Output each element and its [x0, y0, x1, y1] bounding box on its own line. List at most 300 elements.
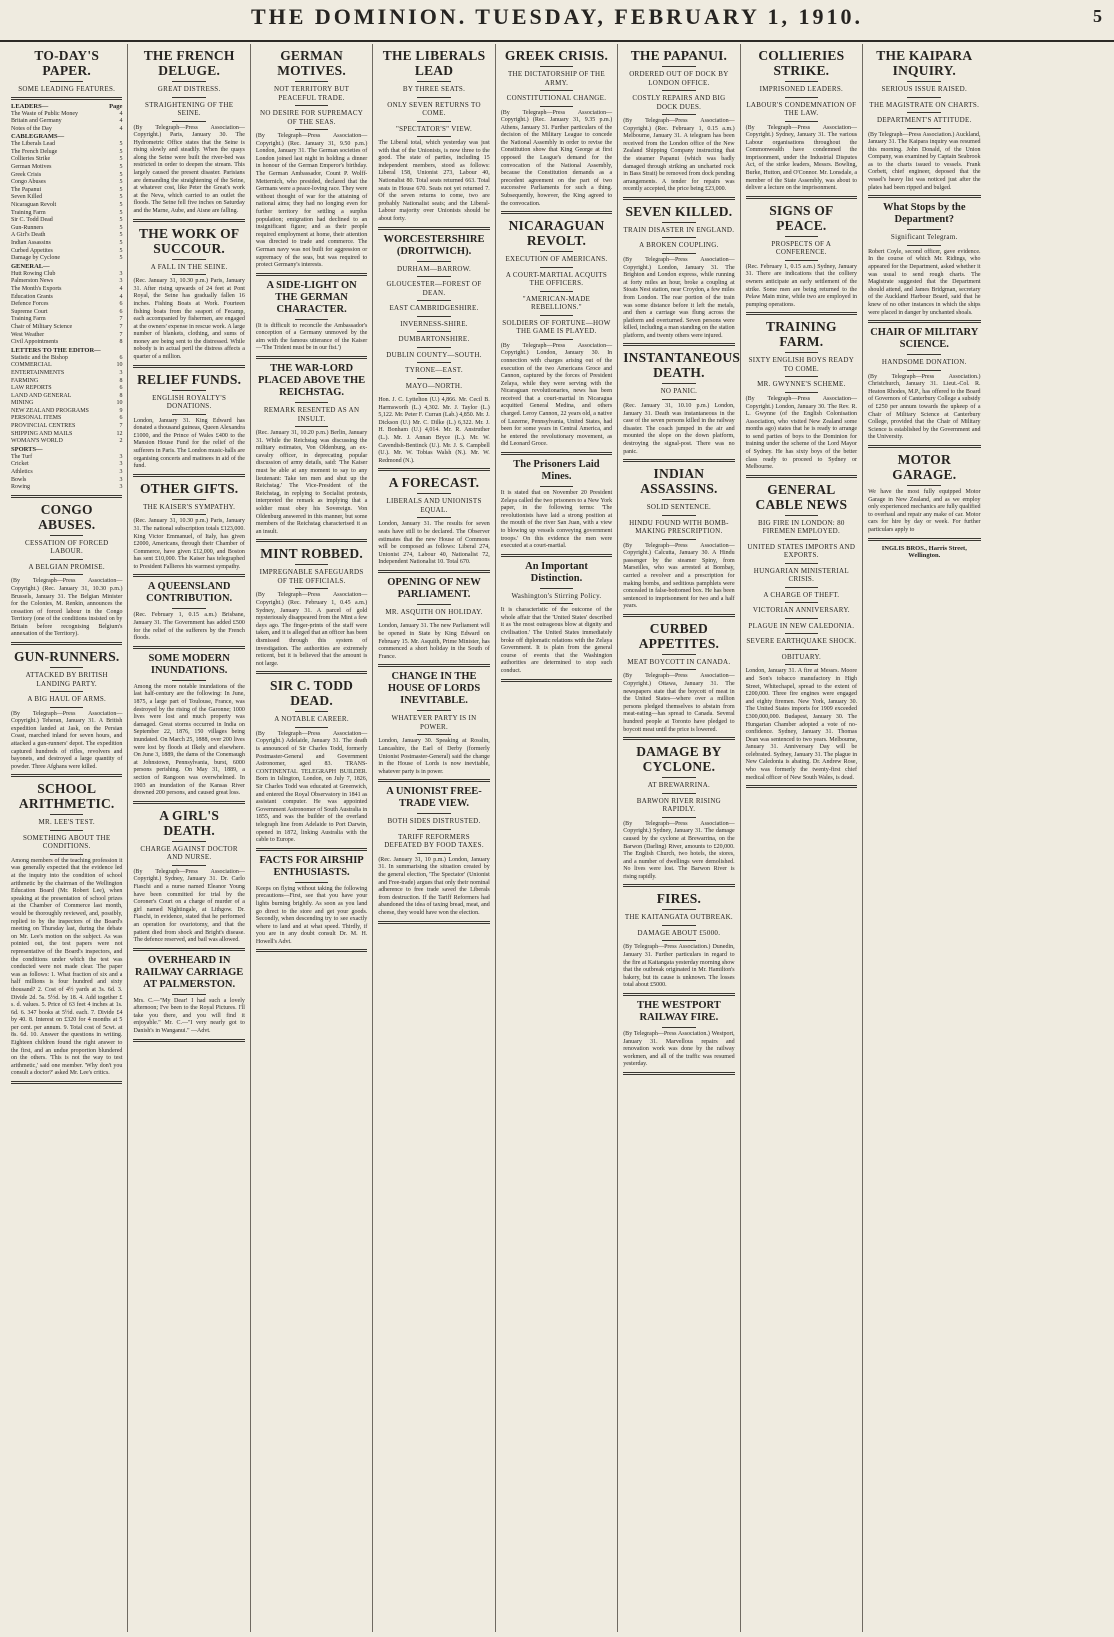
- index-label: Chair of Military Science: [11, 323, 73, 330]
- index-row: [11, 240, 122, 248]
- headline-rule: [172, 259, 205, 260]
- story-headline: THE WESTPORT RAILWAY FIRE.: [637, 1000, 721, 1024]
- headline-rule: [785, 81, 818, 82]
- column-3: [251, 44, 373, 1632]
- index-page: 7: [119, 423, 123, 430]
- index-row: [11, 133, 122, 141]
- body-rule: [417, 853, 450, 854]
- headline-rule: [785, 602, 818, 603]
- index-page: 4: [119, 110, 123, 117]
- story-separator: [11, 1081, 122, 1084]
- index-label: Palmerston News: [11, 278, 54, 285]
- index-page: 3: [119, 469, 123, 476]
- headline-rule: [417, 97, 450, 98]
- story-headline: THE PAPANUI.: [630, 48, 728, 63]
- story-subhead: HANDSOME DONATION.: [881, 358, 967, 367]
- index-row: [11, 408, 122, 416]
- index-label: Greek Crisis: [11, 171, 42, 178]
- story-body: (Rec. January 31, 10.30 p.m.) Paris, January 31. The national subscription totals £123,000. King Victor Emmanuel, of Italy, has given £2000, Americans, through their Chamber of Commerce, have given £12,000, and Boston has sent £10,000. The Kaiser has telegraphed to President Fallieres his warmest sympathy.: [133, 518, 245, 570]
- body-rule: [662, 399, 695, 400]
- body-rule: [540, 339, 573, 340]
- index-label: LETTERS TO THE EDITOR—: [11, 346, 101, 354]
- masthead-title: THE DOMINION. TUESDAY, FEBRUARY 1, 1910.: [250, 4, 864, 29]
- story-headline: RELIEF FUNDS.: [137, 371, 242, 387]
- headline-rule: [785, 633, 818, 634]
- index-label: PERSONAL ITEMS: [11, 415, 62, 422]
- index-row: [11, 461, 122, 469]
- index-page: 8: [119, 339, 123, 346]
- index-row: [11, 248, 122, 256]
- headline-rule: [50, 814, 83, 815]
- headline-rule: [417, 813, 450, 814]
- story-body: (Rec. January 31, 10.30 p.m.) Paris, January 31. After rising upwards of 24 feet at Pont Royal, the Seine has gradually fallen 16 inches. Fishing Boats at Work. Fourteen fishing boats from the seaport of Fecamp, each accompanied by fishermen, are engaged at the owners' expense in rescue work. A large number of blankets, clothing, and sums of money are being sent to the distressed. While nobody is in actual peril the distress affects a quarter of a million.: [133, 278, 245, 361]
- headline-rule: [295, 81, 328, 82]
- body-rule: [662, 940, 695, 941]
- column-1: [6, 44, 128, 1632]
- headline-rule: [417, 276, 450, 277]
- headline-rule: [662, 777, 695, 778]
- index-row: [11, 126, 122, 134]
- story-separator: [256, 356, 367, 359]
- body-rule: [417, 619, 450, 620]
- page-number: 5: [1093, 6, 1102, 26]
- body-rule: [417, 517, 450, 518]
- story-body: London, January 31. The results for seven seats have still to be declared. The Observer estimates that the new House of Commons will be composed as follows: Liberal 274, Unionist 274, Labour 40, Nationalist 72, Independent Nationalist 10. Total 670.: [378, 521, 490, 566]
- index-label: GENERAL—: [11, 262, 50, 270]
- index-label: Bowls: [11, 476, 27, 483]
- story-body: (By Telegraph—Press Association—Copyright.) Calcutta, January 30. A Hindu passenger by the steamer Spiny, from Marseilles, who was arrested at Bombay, carried a revolver and a prescription for making bombs, and seditious pamphlets were concealed in false-bottomed box. He has been sentenced to imprisonment for two and a half years.: [623, 542, 735, 610]
- index-label: Curbed Appetites: [11, 247, 53, 254]
- index-row: [11, 232, 122, 240]
- headline-rule: [417, 362, 450, 363]
- headline-rule: [662, 499, 695, 500]
- story-subhead: GREAT DISTRESS.: [157, 85, 221, 93]
- index-label: Cricket: [11, 461, 29, 468]
- index-label: Notes of the Day: [11, 125, 52, 132]
- index-page: 4: [119, 293, 123, 300]
- headline-rule: [785, 97, 818, 98]
- story-body: (By Telegraph—Press Association—Copyright.) (Rec. January 31, 9.50 p.m.) London, January 31. The German societies of London joined last night in holding a dinner in honour of the German Emperor's birthday. The German Ambassador, Count P. Wolff-Metternich, who presided, declared that the Germans were a peace-loving race. They were without thought of war for the attaining of national aims; they had no longing even for further territory for settling a surplus population; emigration had declined to an insignificant figure; and as their people required employment at home, their attention was directed to trade and commerce. The German navy was not built for aggression or supremacy of the seas, but was required to protect Germany's interests.: [255, 133, 368, 269]
- index-row: [11, 347, 122, 355]
- story-subhead: AT BREWARRINA.: [647, 781, 711, 790]
- index-page: 6: [119, 301, 123, 308]
- story-headline: NICARAGUAN REVOLT.: [508, 218, 605, 249]
- index-row: [11, 393, 122, 401]
- story-headline: DAMAGE BY CYCLONE.: [636, 744, 722, 775]
- index-label: SHIPPING AND MAILS: [11, 430, 73, 437]
- story-body: (By Telegraph—Press Association—Copyright.) Sydney, January 31. Dr. Carlo Fiaschi and a nurse named Eleanor Young have been committed for trial by the Coroner's Court on a charge of murder of a girl named Nightingale, at Lithgow. Dr. Fiaschi, in evidence, stated that he performed an operation for ovariotomy, and that the patient died from shock and Bright's disease. The defence reserved, and bail was allowed.: [133, 868, 245, 944]
- index-label: Defence Forces: [11, 301, 49, 308]
- body-rule: [785, 392, 818, 393]
- story-headline: A UNIONIST FREE-TRADE VIEW.: [386, 786, 482, 810]
- story-body: London, January 30. Speaking at Rosslin, Lancashire, the Earl of Derby (formerly Unionist Postmaster-General) said the change in the House of Lords is now inevitable, whatever party is in power.: [378, 738, 490, 775]
- index-page: 4: [119, 125, 123, 132]
- story-body: Robert Coyle, second officer, gave evidence. In the course of which Mr. Ridings, who appeared for the Department, asked whether it was usual to send rough charts. The Magistrate suggested that the Department should attend, and James Bridgman, secretary of the Auckland Harbour Board, said that he knew of no other instances in which the ships were placed in danger by unchanted shoals.: [868, 248, 981, 316]
- story-headline: OVERHEARD IN RAILWAY CARRIAGE AT PALMERSTON.: [135, 954, 244, 990]
- story-separator: [133, 365, 244, 368]
- story-separator: [256, 671, 367, 674]
- story-subhead: DAMAGE ABOUT £5000.: [637, 928, 721, 937]
- masthead: [0, 0, 1114, 42]
- body-rule: [662, 114, 695, 115]
- body-rule: [662, 1027, 695, 1028]
- story-subhead: THE KAISER'S SYMPATHY.: [143, 502, 236, 511]
- story-subhead: NO PANIC.: [660, 387, 698, 396]
- index-label: ENTERTAINMENTS: [11, 369, 65, 376]
- index-page: 9: [119, 407, 123, 414]
- story-body: (By Telegraph—Press Association.) Dunedin, January 31. Further particulars in regard to the fire at Kaitangata yesterday morning show that the outbreak originated in Mr. Hamilton's bakery, but its cause is unknown. The losses total about £5000.: [623, 944, 735, 989]
- index-label: LEADERS—: [11, 102, 49, 110]
- body-rule: [172, 994, 205, 995]
- index-label: Gun-Runners: [11, 224, 44, 231]
- index-page: 3: [119, 484, 123, 491]
- index-page: 5: [119, 202, 123, 209]
- columns-container: [6, 44, 1108, 1632]
- body-rule: [417, 393, 450, 394]
- index-row: [11, 103, 122, 111]
- index-row: [11, 187, 122, 195]
- index-row: [11, 194, 122, 202]
- story-headline: THE LIBERALS LEAD: [382, 48, 486, 78]
- story-separator: [133, 219, 244, 222]
- headline-rule: [907, 354, 941, 355]
- story-subhead: DEPARTMENT'S ATTITUDE.: [876, 116, 972, 124]
- index-page: 7: [119, 323, 123, 330]
- story-body: (By Telegraph—Press Association—Copyright.) Sydney, January 31. The damage caused by the cyclone at Brewarrina, on the Barwon (Darling) River, amounts to £20,000. The English Church, two hotels, the stores, and a number of dwellings were demolished. No lives were lost. The Barwon River is rising rapidly.: [623, 820, 735, 880]
- index-row: [11, 446, 122, 454]
- index-row: [11, 225, 122, 233]
- index-row: [11, 255, 122, 263]
- story-subhead: A CHARGE OF THEFT.: [763, 590, 840, 599]
- index-label: Sir C. Todd Dead: [11, 217, 53, 224]
- story-subhead: SOLDIERS OF FORTUNE—HOW THE GAME IS PLAYED.: [502, 318, 611, 336]
- story-subhead: GLOUCESTER—FOREST OF DEAN.: [386, 280, 482, 297]
- index-page: 5: [119, 240, 123, 246]
- story-separator: [868, 195, 980, 198]
- index-label: German Motives: [11, 164, 52, 171]
- story-subhead: SIXTY ENGLISH BOYS READY TO COME.: [748, 356, 855, 373]
- index-label: CABLEGRAMS—: [11, 133, 65, 141]
- story-subhead: "SPECTATOR'S" VIEW.: [395, 124, 473, 133]
- story-body: (By Telegraph—Press Association—Copyright.) London, January 30. The Rev. R. L. Gwynne (of the English Colonisation Association, who visited New Zealand some months ago) states that he is ready to arrange to send parties of boys to the Dominion for training under the scheme of the Lord Mayor of Sydney. He has sixty boys of the better class ready to proceed to Sydney or Melbourne.: [745, 395, 858, 471]
- headline-rule: [417, 378, 450, 379]
- body-rule: [295, 426, 328, 427]
- headline-rule: [172, 499, 205, 500]
- index-page: 5: [119, 148, 123, 155]
- headline-rule: [172, 390, 205, 391]
- column-4: [373, 44, 495, 1632]
- headline-rule: [417, 331, 450, 332]
- headline-rule: [662, 515, 695, 516]
- index-label: A Girl's Death: [11, 232, 46, 239]
- story-headline: THE WORK OF SUCCOUR.: [139, 225, 240, 256]
- body-rule: [785, 121, 818, 122]
- story-subhead: Washington's Stirring Policy.: [511, 591, 602, 600]
- headline-rule: [172, 81, 205, 82]
- story-separator: [378, 664, 489, 667]
- index-page: 8: [119, 392, 123, 399]
- story-body: It is characteristic of the outcome of the whole affair that the 'United States' described it as 'the most outrageous blow at dignity and civilisation.' The United States immediately broke off diplomatic relations with the Zelaya Government. It is plain from the general course of events that the Washington authorities are determined to stop such conduct.: [500, 607, 613, 675]
- body-rule: [907, 128, 941, 129]
- headline-rule: [295, 711, 328, 712]
- index-page: 6: [119, 385, 123, 392]
- story-subhead: SERIOUS ISSUE RAISED.: [881, 85, 967, 93]
- story-headline: The Prisoners Laid Mines.: [513, 459, 600, 483]
- story-separator: [746, 196, 857, 199]
- story-separator: [501, 554, 612, 557]
- story-body: (By Telegraph—Press Association—Copyright.) Ottawa, January 31. The newspapers state that the boycott of meat in the United States—where over a million persons pledged themselves to abstain from meat-eating—has spread to Canada. Several hundred people at Toronto have pledged to boycott meat until the price is lowered.: [623, 673, 735, 733]
- index-label: Training Farm: [11, 316, 46, 323]
- headline-rule: [785, 563, 818, 564]
- index-row: [11, 164, 122, 172]
- story-subhead: HUNGARIAN MINISTERIAL CRISIS.: [753, 566, 849, 584]
- index-page: 2: [119, 438, 123, 445]
- story-body: (Rec. January 31, 10 p.m.) London, January 31. In summarising the situation created by the general election, 'The Spectator' (Unionist and Free-trade) argues that only their nominal adherence to free trade saved the Liberals from destruction. If the Tariff Reformers had abandoned the idea of taxing bread, meat, and cheese, they would have won the election.: [378, 856, 490, 917]
- index-label: WOMAN'S WORLD: [11, 438, 63, 445]
- index-page: 6: [119, 354, 123, 361]
- index-row: [11, 179, 122, 187]
- story-subhead: MR. GWYNNE'S SCHEME.: [757, 380, 846, 389]
- headline-rule: [540, 588, 573, 589]
- index-row: [11, 217, 122, 225]
- index-page: 3: [119, 278, 123, 285]
- column-7: [741, 44, 863, 1632]
- index-page: 5: [119, 179, 123, 186]
- headline-rule: [907, 229, 941, 230]
- story-subhead: LIBERALS AND UNIONISTS EQUAL.: [386, 497, 482, 514]
- headline-rule: [907, 81, 941, 82]
- body-rule: [540, 486, 573, 487]
- story-headline: SOME MODERN INUNDATIONS.: [148, 652, 230, 676]
- index-row: [11, 438, 122, 446]
- story-separator: [501, 211, 612, 214]
- story-subhead: DURHAM—BARROW.: [396, 264, 472, 273]
- story-subhead: A BIG HAUL OF ARMS.: [27, 695, 107, 704]
- story-body: (By Telegraph—Press Association—Copyright.) London, January 30. In connection with charges arising out of the execution of the two Americans Groce and Cannon, captured by the forces of President Zelaya, while they were serving with the Nicaraguan revolutionaries, news has been received that a court-martial in Nicaragua acquitted General Medina, and others charged. Leroy Cannon, 22 years old, a native of Luzerne, Pennsylvania, United States, had been for some years in Central America, and he entered the revolutionary movement, as did Leonard Groce.: [500, 342, 613, 448]
- index-page: 5: [119, 247, 123, 254]
- story-subhead: WHATEVER PARTY IS IN POWER.: [391, 714, 477, 731]
- story-separator: [11, 642, 122, 645]
- index-label: The French Deluge: [11, 148, 58, 155]
- story-separator: [133, 948, 244, 951]
- body-rule: [295, 882, 328, 883]
- headline-rule: [50, 535, 83, 536]
- index-label: Britain and Germany: [11, 118, 62, 125]
- index-row: [11, 370, 122, 378]
- story-subhead: ATTACKED BY BRITISH LANDING PARTY.: [25, 671, 108, 688]
- story-subhead: THE DICTATORSHIP OF THE ARMY.: [507, 70, 605, 87]
- body-rule: [785, 260, 818, 261]
- story-headline: SIGNS OF PEACE.: [769, 202, 834, 233]
- body-rule: [295, 727, 328, 728]
- index-separator: [11, 495, 122, 498]
- index-page: 6: [119, 415, 123, 422]
- story-body: (By Telegraph—Press Association.) Westport, January 31. Marvellous repairs and renovation work was done by the railway workmen, and all of the traffic was resumed yesterday.: [623, 1031, 735, 1068]
- story-separator: [623, 197, 734, 200]
- story-separator: [623, 614, 734, 617]
- index-row: [11, 172, 122, 180]
- story-subhead: LABOUR'S CONDEMNATION OF THE LAW.: [746, 100, 857, 117]
- headline-rule: [50, 830, 83, 831]
- index-row: [11, 332, 122, 340]
- story-separator: [378, 570, 489, 573]
- story-body: (By Telegraph—Press Association—Copyright.) (Rec. February 1, 0.45 a.m.) Sydney, January 31. A parcel of gold mysteriously disappeared from the Mint a few days ago. The finger-prints of the staff were taken, and it is alleged that an officer has been dismissed through this system of investigation. The authorities are extremely reticent, but it is believed that the amount is not large.: [255, 592, 368, 667]
- story-body: (It is difficult to reconcile the Ambassador's conception of a Germany unmoved by the aim with the famous utterance of the Kaiser—'The Trident must be in our fist.'): [255, 322, 368, 352]
- story-subhead: MR. LEE'S TEST.: [38, 818, 95, 827]
- story-subhead: ORDERED OUT OF DOCK BY LONDON OFFICE.: [629, 70, 729, 87]
- story-subhead: TARIFF REFORMERS DEFEATED BY FOOD TAXES.: [384, 832, 484, 850]
- story-subhead: THE MAGISTRATE ON CHARTS.: [869, 100, 980, 109]
- story-subhead: COSTLY REPAIRS AND BIG DOCK DUES.: [632, 94, 726, 111]
- story-subhead: BOTH SIDES DISTRUSTED.: [387, 817, 481, 826]
- body-rule: [417, 136, 450, 137]
- story-headline: An Important Distinction.: [525, 560, 588, 584]
- index-row: [11, 324, 122, 332]
- story-subhead: EAST CAMBRIDGESHIRE.: [389, 304, 479, 313]
- column-6: [618, 44, 740, 1632]
- index-row: [11, 316, 122, 324]
- story-separator: [11, 97, 122, 100]
- story-headline: THE WAR-LORD PLACED ABOVE THE REICHSTAG.: [258, 363, 366, 399]
- story-subhead: CESSATION OF FORCED LABOUR.: [24, 538, 109, 556]
- story-subhead: A BELGIAN PROMISE.: [28, 562, 105, 571]
- story-separator: [378, 779, 489, 782]
- story-headline: SIR C. TODD DEAD.: [270, 678, 354, 709]
- story-subhead: SOME LEADING FEATURES.: [18, 85, 116, 93]
- story-headline: FACTS FOR AIRSHIP ENTHUSIASTS.: [259, 854, 364, 878]
- story-body: London, January 31. The new Parliament will be opened in State by King Edward on February 15. Mr. Asquith, Prime Minister, has commenced a short holiday in the South of France.: [378, 623, 490, 660]
- index-label: Nicaraguan Revolt: [11, 202, 57, 209]
- body-rule: [172, 514, 205, 515]
- headline-rule: [907, 112, 941, 113]
- story-body: Mrs. C.—"My Dear! I had such a lovely afternoon; I've been to the Royal Pictures. I'll take you there, and you will find it enjoyable." Mr. C.—"I very nearly got to Danish's in Wanganui." —Advt.: [133, 997, 245, 1035]
- headline-rule: [785, 587, 818, 588]
- story-separator: [623, 343, 734, 346]
- headline-rule: [417, 300, 450, 301]
- headline-rule: [662, 90, 695, 91]
- index-page: 5: [119, 217, 123, 224]
- story-subhead: TRAIN DISASTER IN ENGLAND.: [623, 225, 735, 234]
- story-body: (By Telegraph—Press Association—Copyright.) Paris, January 30. The Hydrometric Office states that the Seine is rising slowly and steadily. When the quays along the Seine were built the river-bed was restricted in order to deepen the stream. This largely caused the present disaster. Parisians are demanding the straightening of the Seine, at whatever cost, like Peter the Great's work at the Neva, which carried to an outlet the floods. The Seine fell five inches on Saturday and the Marne, Aube, and Aisne are falling.: [133, 124, 245, 215]
- index-label: Supreme Court: [11, 308, 48, 315]
- story-separator: [868, 538, 980, 541]
- headline-rule: [540, 66, 573, 67]
- body-rule: [172, 414, 205, 415]
- story-separator: [378, 921, 489, 924]
- story-headline: CURBED APPETITES.: [638, 620, 720, 651]
- story-body: (By Telegraph—Press Association—Copyright.) Teheran, January 31. A British expedition landed at Jask, on the Persian Coast, marched inland for seven hours, and attacked a gun-runners' depot. The expedition captured hundreds of rifles, revolvers and bayonets, and destroyed a large quantity of powder. Three Afghans were killed.: [11, 710, 123, 770]
- story-subhead: A COURT-MARTIAL ACQUITS THE OFFICERS.: [505, 270, 608, 288]
- index-label: PROVINCIAL CENTRES: [11, 423, 76, 430]
- index-label: Education Grants: [11, 293, 53, 300]
- index-label: The Waste of Public Money: [11, 110, 79, 117]
- headline-rule: [295, 564, 328, 565]
- index-row: [11, 385, 122, 393]
- index-page: 5: [119, 255, 123, 262]
- index-row: [11, 415, 122, 423]
- body-rule: [172, 121, 205, 122]
- index-label: Statistic and the Bishop: [11, 354, 68, 361]
- index-row: [11, 278, 122, 286]
- story-headline: CHAIR OF MILITARY SCIENCE.: [870, 327, 979, 351]
- story-subhead: VICTORIAN ANNIVERSARY.: [752, 606, 850, 615]
- index-label: Indian Assassins: [11, 240, 51, 246]
- headline-rule: [50, 691, 83, 692]
- body-rule: [417, 734, 450, 735]
- body-rule: [172, 608, 205, 609]
- story-body: (By Telegraph—Press Association.) Christchurch, January 31. Lieut.-Col. R. Heaton Rhodes, M.P., has offered to the Board of Governors of Canterbury College a subsidy of £250 per annum towards the upkeep of a Chair of Military Science at Canterbury College, provided that the Chair of Military Science is established by the Government and the University.: [868, 373, 981, 441]
- column-8: [863, 44, 985, 1632]
- headline-rule: [662, 925, 695, 926]
- index-row: [11, 477, 122, 485]
- headline-rule: [540, 315, 573, 316]
- headline-rule: [540, 251, 573, 252]
- story-body: The Liberal total, which yesterday was just with that of the Unionists, is now three to the good. The state of parties, including 15 independent members, stood as follows: Liberal 158, Unionist 273, Labour 40, Nationalist 80. Total seats returned 663. Total seats in House 670. Seats not yet returned 7. Of the seven returns to come, two are probably Nationalist seats; and the Liberal-Labour majority over Unionists should be about forty.: [378, 140, 490, 222]
- story-body: Among members of the teaching profession it was generally expected that the evidence led at the inquiry into the condition of school arithmetic by the chairman of the Wellington Education Board (Mr. Robert Lee), when speaking at the presentation of school prizes at the Chamber of Commerce last month, would be thoroughly reviewed, and, possibly, replied to by the inspectors of the Board's meeting on Thursday last, during the debate on Mr. Lee's motion on the subject. As was pointed out, the test papers were not representative of the Board's inspectors, and the conditions under which the test was conducted were not made clear. The paper was as follows: 1. What fraction of six and a half millions is four hundred and sixty thousand? 2. Cost of 4½ yards at 3s. 6d. 3. Divide 2d. 5s. 5½d. by 18. 4. Add together £ s. d. values. 5. Price of 63 feet 4 inches at 1s. 6d. 6. 347 books at 5½d. each. 7. Divide £4 by 40. 8. Interest on £320 for 4 months at 5 per cent. per annum. 9. Total cost of 5cwt. at 8s. 6d. 10. Answer the questions in writing. Eighteen children found the right answer to the first, and an undue proportion blundered on the others. 'This is not the way to test arithmetic,' said one member. 'Why don't you consult a doctor?' asked Mr. Lee's critics.: [11, 857, 123, 1077]
- index-page: 12: [116, 430, 123, 437]
- headline-rule: [50, 559, 83, 560]
- index-label: Damage by Cyclone: [11, 255, 60, 262]
- index-label: LAW REPORTS: [11, 385, 52, 392]
- story-separator: [378, 468, 489, 471]
- story-body: (By Telegraph—Press Association—Copyright.) (Rec. January 31, 9.35 p.m.) Athens, January 31. Further particulars of the decision of the Military League to concede the National Assembly in order to revise the Constitution show that King George at first opposed the League's demand for the convocation of the National Assembly, because the Constitution demands as a precedent agreement on the part of two successive Parliaments for such a thing. Subsequently, however, the King agreed to the convocation.: [500, 109, 613, 207]
- index-page: 5: [119, 194, 123, 201]
- story-subhead: REMARK RESENTED AS AN INSULT.: [263, 406, 360, 423]
- story-separator: [623, 884, 734, 887]
- headline-rule: [907, 97, 941, 98]
- index-label: Seven Killed: [11, 194, 43, 201]
- story-separator: [746, 785, 857, 788]
- index-page: 4: [119, 285, 123, 292]
- headline-rule: [785, 376, 818, 377]
- index-row: [11, 271, 122, 279]
- story-headline: OTHER GIFTS.: [139, 480, 239, 496]
- body-rule: [295, 588, 328, 589]
- body-rule: [662, 253, 695, 254]
- index-page: 6: [119, 308, 123, 315]
- index-label: The Month's Exports: [11, 285, 62, 292]
- index-row: [11, 263, 122, 271]
- index-page: 4: [119, 118, 123, 125]
- headline-rule: [417, 493, 450, 494]
- index-page: 5: [119, 156, 123, 163]
- headline-rule: [785, 539, 818, 540]
- story-separator: [746, 312, 857, 315]
- story-subhead: THE KAITANGATA OUTBREAK.: [624, 913, 733, 922]
- story-separator: [868, 320, 980, 323]
- story-separator: [623, 459, 734, 462]
- index-row: [11, 141, 122, 149]
- index-page: 3: [119, 461, 123, 468]
- headline-rule: [417, 710, 450, 711]
- body-rule: [662, 817, 695, 818]
- headline-rule: [50, 81, 83, 82]
- index-row: [11, 309, 122, 317]
- story-separator: [256, 949, 367, 952]
- story-separator: [623, 1072, 734, 1075]
- body-rule: [295, 129, 328, 130]
- story-separator: [133, 646, 244, 649]
- index-label: FARMING: [11, 377, 39, 384]
- index-label: The Turf: [11, 453, 33, 460]
- story-subhead: INVERNESS-SHIRE.: [400, 319, 468, 328]
- body-rule: [540, 603, 573, 604]
- body-rule: [295, 319, 328, 320]
- index-row: [11, 362, 122, 370]
- story-body: London, January 31. A fire at Messrs. Moore and Son's tobacco manufactory in High Street, Whitechapel, spread to the extent of £200,000. Three fire engines were engaged and eighty firemen. New York, January 30. The United States imports for 1909 exceeded £300,000,000. Budapest, January 30. The Hungarian Chamber adopted a vote of no-confidence. Sydney, January 31. Thomas Dean was sentenced to two years. Melbourne, January 31. Anniversary Day will be celebrated. Sydney, January 31. The plague in New Caledonia is abating. Dr. Andrew Rose, who was formerly the twenty-first chief medical officer of New South Wales, is dead.: [745, 668, 858, 781]
- index-row: [11, 286, 122, 294]
- headline-rule: [785, 618, 818, 619]
